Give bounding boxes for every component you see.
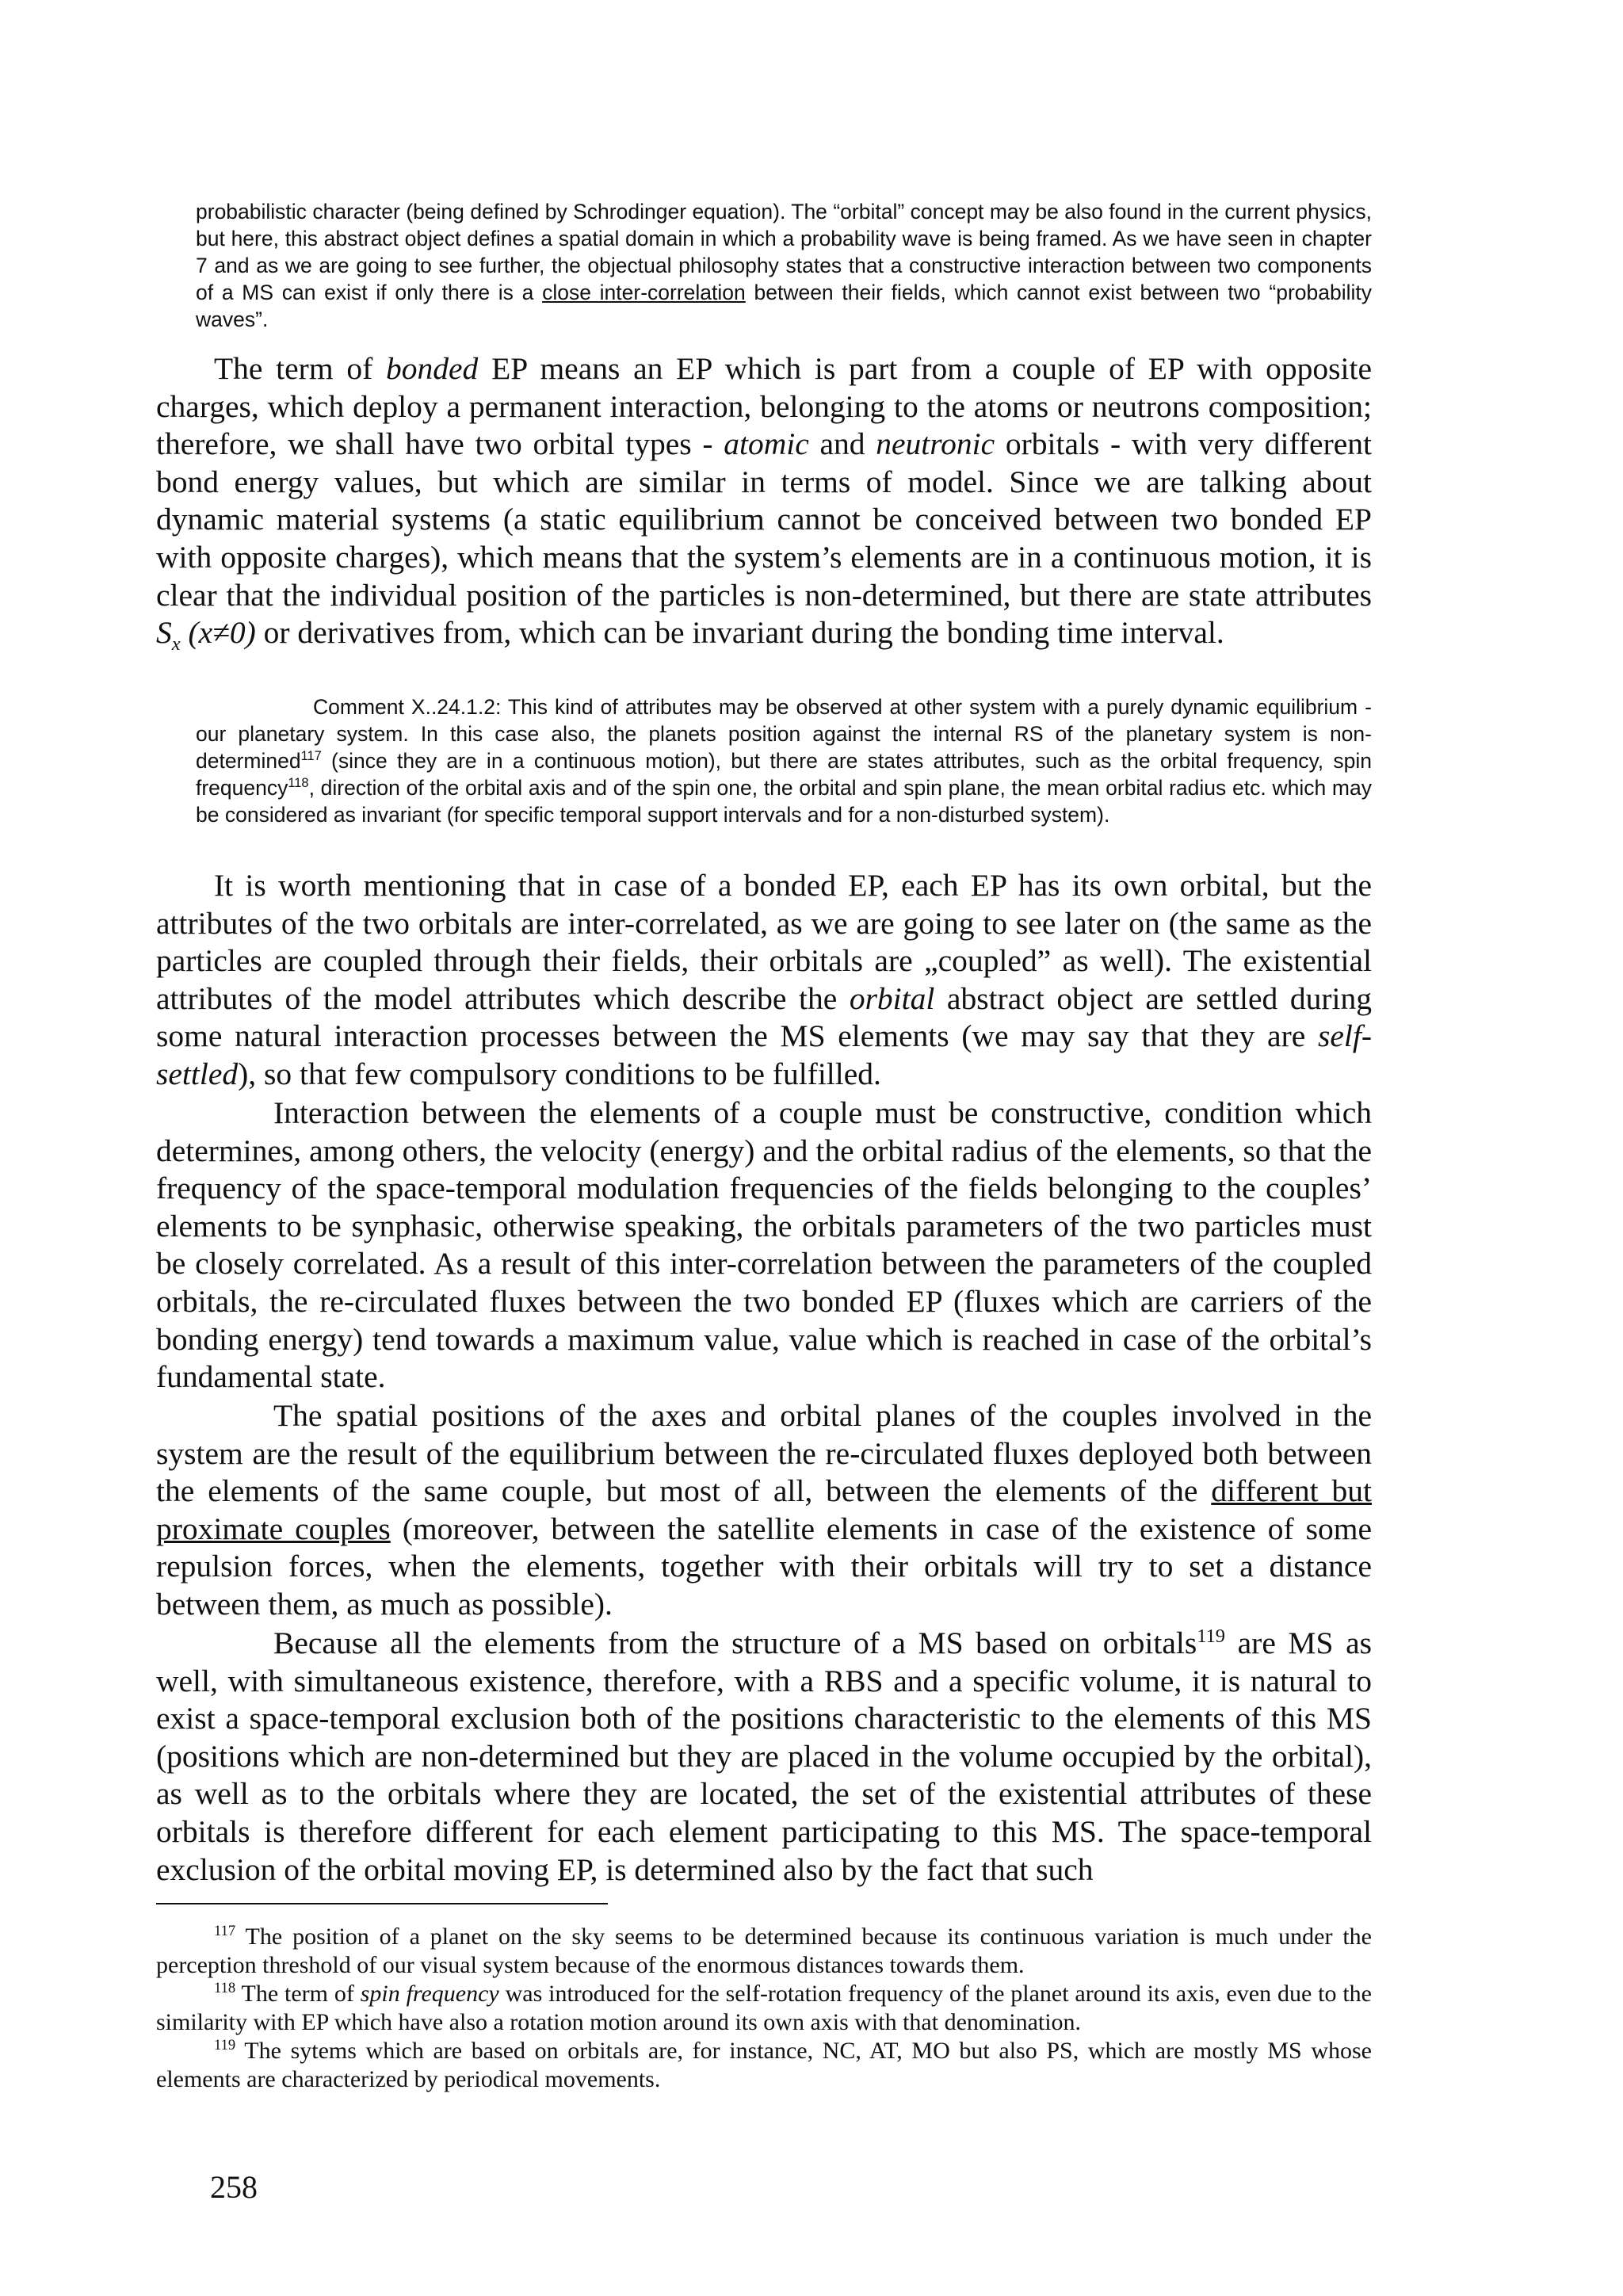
footnote-117: $^{117}$ The position of a planet on the sky seems to be determined because its continuous variation is much under the perception threshold of our visual system because of the enormous distances towards them.: [156, 1923, 1372, 1978]
footnote-ref-117: 117: [300, 749, 322, 764]
footnote-118: $^{118}$ The term of spin frequency was introduced for the self-rotation frequency of the planet around its axis, even due to the similarity with EP which have also a rotation motion around its own axis with that denomination.: [156, 1980, 1372, 2035]
term-atomic: atomic: [724, 426, 809, 462]
comment-x-24-1-2: Comment X..24.1.2: This kind of attributes may be observed at other system with a purely dynamic equilibrium - our planetary system. In this case also, the planets position against the internal RS of the planetary system is non-determined$^{117}$ (since they are in a continuous motion), but there are states attributes, such as the orbital frequency, spin frequency$^{118}$, direction of the orbital axis and of the spin one, the orbital and spin plane, the mean orbital radius etc. which may be considered as invariant (for specific temporal support intervals and for a non-disturbed system).: [196, 695, 1372, 827]
intro-comment-text: probabilistic character (being defined by Schrodinger equation). The “orbital” concept may be also found in the current physics, but here, this abstract object defines a spatial domain in which a probability wave is being framed. As we have seen in chapter 7 and as we are going to see further, the objectual philosophy states that a constructive interaction between two components of a MS can exist if only there is a: [196, 200, 1372, 304]
footnote-119: $^{119}$ The sytems which are based on orbitals are, for instance, NC, AT, MO but also PS, which are mostly MS whose elements are characterized by periodical movements.: [156, 2037, 1372, 2092]
intro-comment: [196, 198, 1372, 333]
term-self-settled: self-settled: [156, 1018, 1372, 1091]
term-bonded: bonded: [386, 351, 479, 386]
term-orbital: orbital: [849, 980, 935, 1016]
footnote-ref-119: 119: [1197, 1625, 1226, 1647]
footnote-ref-118: 118: [288, 776, 309, 791]
intro-comment-underlined: close inter-correlation: [542, 281, 746, 304]
paragraph-bonded-orbitals: It is worth mentioning that in case of a bonded EP, each EP has its own orbital, but the attributes of the two orbitals are inter-correlated, as we are going to see later on (the same as the particles are coupled through their fields, their orbitals are „coupled” as well). The existential attributes of the model attributes which describe the orbital abstract object are settled during some natural interaction processes between the MS elements (we may say that they are self-settled), so that few compulsory conditions to be fulfilled.: [156, 868, 1372, 1091]
underlined-proximate-couples: different but proximate couples: [156, 1473, 1372, 1546]
paragraph-spatial-positions: The spatial positions of the axes and orbital planes of the couples involved in the system are the result of the equilibrium between the re-circulated fluxes deployed both between the elements of the same couple, but most of all, between the elements of the different but proximate couples (moreover, between the satellite elements in case of the existence of some repulsion forces, when the elements, together with their orbitals will try to set a distance between them, as much as possible).: [156, 1398, 1372, 1622]
intro-comment-text-end: between their fields, which cannot exist between two “probability waves”.: [196, 281, 1372, 331]
paragraph-exclusion: Because all the elements from the structure of a MS based on orbitals$^{119}$ are MS as well, with simultaneous existence, therefore, with a RBS and a specific volume, it is natural to exist a space-temporal exclusion both of the positions characteristic to the elements of this MS (positions which are non-determined but they are placed in the volume occupied by the orbital), as well as to the orbitals where they are located, the set of the existential attributes of these orbitals is therefore different for each element participating to this MS. The space-temporal exclusion of the orbital moving EP, is determined also by the fact that such: [156, 1625, 1372, 1887]
footnote-separator: [156, 1903, 608, 1904]
state-attribute-symbol: $S_x$ (x≠0): [156, 615, 256, 655]
page-number: 258: [210, 2169, 258, 2205]
paragraph-interaction: Interaction between the elements of a couple must be constructive, condition which determines, among others, the velocity (energy) and the orbital radius of the elements, so that the frequency of the space-temporal modulation frequencies of the fields belonging to the couples’ elements to be synphasic, otherwise speaking, the orbitals parameters of the two particles must be closely correlated. As a result of this inter-correlation between the parameters of the coupled orbitals, the re-circulated fluxes between the two bonded EP (fluxes which are carriers of the bonding energy) tend towards a maximum value, value which is reached in case of the orbital’s fundamental state.: [156, 1095, 1372, 1395]
term-neutronic: neutronic: [876, 426, 995, 462]
paragraph-bonded-ep: The term of bonded EP means an EP which is part from a couple of EP with opposite charges, which deploy a permanent interaction, belonging to the atoms or neutrons composition; therefore, we shall have two orbital types - atomic and neutronic orbitals - with very different bond energy values, but which are similar in terms of model. Since we are talking about dynamic material systems (a static equilibrium cannot be conceived between two bonded EP with opposite charges), which means that the system’s elements are in a continuous motion, it is clear that the individual position of the particles is non-determined, but there are state attributes $S_x$ (x≠0) or derivatives from, which can be invariant during the bonding time interval.: [156, 351, 1372, 655]
